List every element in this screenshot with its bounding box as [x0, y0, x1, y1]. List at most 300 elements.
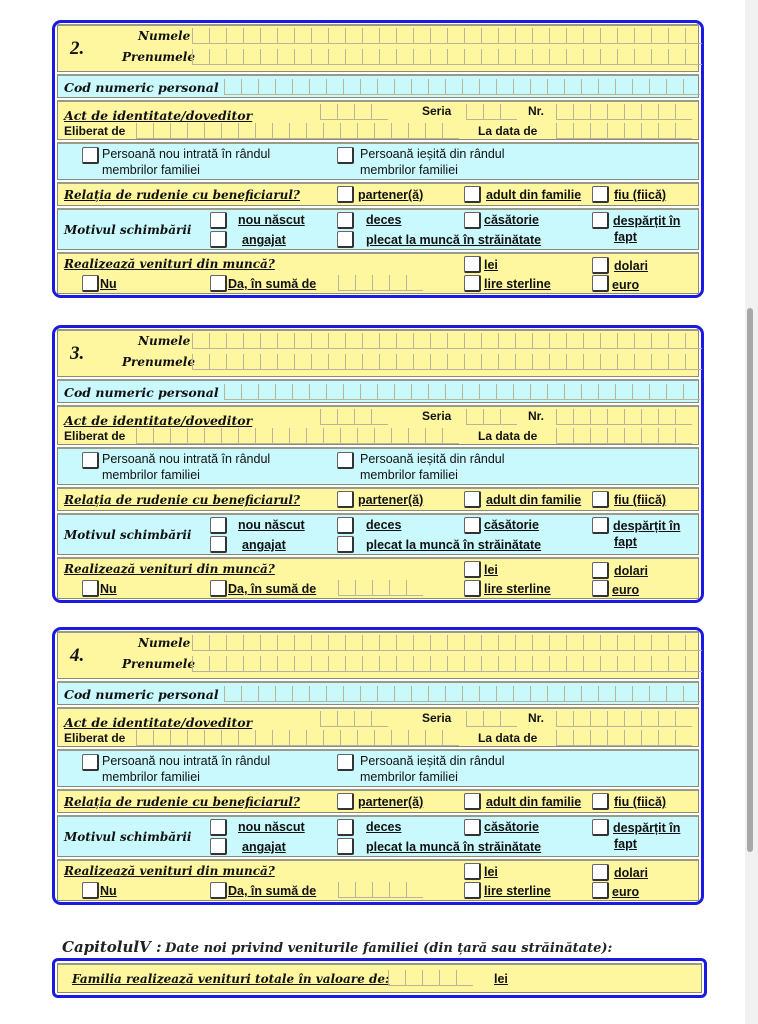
input-cell[interactable]: [294, 49, 311, 64]
plecat-label[interactable]: plecat la muncă în străinătate: [366, 233, 542, 247]
input-cell[interactable]: [357, 730, 374, 745]
input-cell[interactable]: [549, 354, 566, 369]
input-cell[interactable]: [685, 28, 702, 43]
input-cell[interactable]: [617, 635, 634, 650]
input-cell[interactable]: [515, 354, 532, 369]
input-cell[interactable]: [564, 384, 581, 399]
input-cell[interactable]: [311, 333, 328, 348]
cnp-input[interactable]: [224, 384, 700, 400]
input-cell[interactable]: [241, 79, 258, 94]
input-cell[interactable]: [651, 656, 668, 671]
input-cell[interactable]: [456, 970, 473, 985]
input-cell[interactable]: [675, 711, 692, 726]
input-cell[interactable]: [530, 686, 547, 701]
input-cell[interactable]: [515, 656, 532, 671]
input-cell[interactable]: [311, 49, 328, 64]
lei-checkbox[interactable]: [464, 863, 481, 880]
input-cell[interactable]: [204, 428, 221, 443]
input-cell[interactable]: [425, 428, 442, 443]
input-cell[interactable]: [209, 656, 226, 671]
input-cell[interactable]: [187, 730, 204, 745]
input-cell[interactable]: [226, 635, 243, 650]
input-cell[interactable]: [547, 384, 564, 399]
input-cell[interactable]: [590, 711, 607, 726]
input-cell[interactable]: [564, 686, 581, 701]
input-cell[interactable]: [666, 384, 683, 399]
input-cell[interactable]: [396, 28, 413, 43]
input-cell[interactable]: [243, 49, 260, 64]
input-cell[interactable]: [377, 686, 394, 701]
input-cell[interactable]: [641, 730, 658, 745]
cnp-input[interactable]: [224, 79, 700, 95]
input-cell[interactable]: [323, 123, 340, 138]
input-cell[interactable]: [634, 333, 651, 348]
input-cell[interactable]: [634, 635, 651, 650]
input-cell[interactable]: [328, 656, 345, 671]
input-cell[interactable]: [632, 686, 649, 701]
input-cell[interactable]: [549, 49, 566, 64]
input-cell[interactable]: [566, 49, 583, 64]
input-cell[interactable]: [377, 79, 394, 94]
despartit-checkbox[interactable]: [592, 212, 609, 229]
input-cell[interactable]: [668, 354, 685, 369]
input-cell[interactable]: [530, 384, 547, 399]
input-cell[interactable]: [355, 882, 372, 897]
input-cell[interactable]: [241, 384, 258, 399]
input-cell[interactable]: [462, 384, 479, 399]
input-cell[interactable]: [430, 49, 447, 64]
adult-label[interactable]: adult din familie: [486, 493, 582, 507]
input-cell[interactable]: [498, 333, 515, 348]
nu-checkbox[interactable]: [82, 882, 99, 899]
input-cell[interactable]: [425, 730, 442, 745]
input-cell[interactable]: [345, 635, 362, 650]
adult-checkbox[interactable]: [464, 186, 481, 203]
input-cell[interactable]: [641, 123, 658, 138]
input-cell[interactable]: [447, 49, 464, 64]
partener-checkbox[interactable]: [337, 491, 354, 508]
input-cell[interactable]: [337, 711, 354, 726]
input-cell[interactable]: [391, 428, 408, 443]
input-cell[interactable]: [224, 384, 241, 399]
casatorie-checkbox[interactable]: [464, 517, 481, 534]
input-cell[interactable]: [411, 79, 428, 94]
input-cell[interactable]: [292, 79, 309, 94]
partener-label[interactable]: partener(ă): [358, 188, 424, 202]
fiu-checkbox[interactable]: [592, 793, 609, 810]
input-cell[interactable]: [355, 580, 372, 595]
input-cell[interactable]: [658, 409, 675, 424]
dolari-label[interactable]: dolari: [614, 564, 649, 578]
input-cell[interactable]: [675, 104, 692, 119]
input-cell[interactable]: [345, 28, 362, 43]
nou-nascut-checkbox[interactable]: [210, 819, 227, 836]
input-cell[interactable]: [362, 354, 379, 369]
input-cell[interactable]: [513, 686, 530, 701]
input-cell[interactable]: [396, 656, 413, 671]
input-cell[interactable]: [462, 686, 479, 701]
euro-checkbox[interactable]: [592, 275, 609, 292]
angajat-label[interactable]: angajat: [242, 840, 286, 854]
input-cell[interactable]: [362, 333, 379, 348]
input-cell[interactable]: [442, 428, 459, 443]
input-cell[interactable]: [204, 123, 221, 138]
input-cell[interactable]: [413, 656, 430, 671]
input-cell[interactable]: [442, 730, 459, 745]
input-cell[interactable]: [566, 333, 583, 348]
input-cell[interactable]: [624, 711, 641, 726]
input-cell[interactable]: [260, 656, 277, 671]
input-cell[interactable]: [306, 428, 323, 443]
input-cell[interactable]: [192, 354, 209, 369]
input-cell[interactable]: [445, 79, 462, 94]
input-cell[interactable]: [651, 49, 668, 64]
despartit-label[interactable]: despărțit în: [613, 214, 681, 228]
input-cell[interactable]: [617, 28, 634, 43]
iesita-checkbox[interactable]: [337, 754, 354, 771]
input-cell[interactable]: [573, 428, 590, 443]
input-cell[interactable]: [260, 28, 277, 43]
input-cell[interactable]: [309, 686, 326, 701]
input-cell[interactable]: [556, 104, 573, 119]
input-cell[interactable]: [272, 428, 289, 443]
input-cell[interactable]: [396, 49, 413, 64]
da-label[interactable]: Da, în sumă de: [228, 884, 317, 898]
lire-checkbox[interactable]: [464, 882, 481, 899]
input-cell[interactable]: [583, 333, 600, 348]
lire-checkbox[interactable]: [464, 580, 481, 597]
input-cell[interactable]: [590, 428, 607, 443]
input-cell[interactable]: [500, 104, 517, 119]
input-cell[interactable]: [430, 656, 447, 671]
input-cell[interactable]: [632, 384, 649, 399]
input-cell[interactable]: [583, 635, 600, 650]
input-cell[interactable]: [617, 49, 634, 64]
input-cell[interactable]: [651, 354, 668, 369]
input-cell[interactable]: [532, 656, 549, 671]
input-cell[interactable]: [243, 28, 260, 43]
input-cell[interactable]: [498, 635, 515, 650]
input-cell[interactable]: [374, 428, 391, 443]
input-cell[interactable]: [406, 275, 423, 290]
input-cell[interactable]: [607, 104, 624, 119]
input-cell[interactable]: [496, 384, 513, 399]
fiu-checkbox[interactable]: [592, 491, 609, 508]
input-cell[interactable]: [466, 104, 483, 119]
nou-nascut-label[interactable]: nou născut: [238, 213, 305, 227]
input-cell[interactable]: [598, 384, 615, 399]
despartit-label[interactable]: despărțit în: [613, 519, 681, 533]
input-cell[interactable]: [649, 79, 666, 94]
input-cell[interactable]: [668, 656, 685, 671]
input-cell[interactable]: [406, 882, 423, 897]
nu-label[interactable]: Nu: [100, 582, 117, 596]
input-cell[interactable]: [547, 686, 564, 701]
input-cell[interactable]: [607, 711, 624, 726]
angajat-label[interactable]: angajat: [242, 233, 286, 247]
input-cell[interactable]: [354, 711, 371, 726]
input-cell[interactable]: [396, 333, 413, 348]
input-cell[interactable]: [277, 656, 294, 671]
input-cell[interactable]: [192, 49, 209, 64]
input-cell[interactable]: [277, 28, 294, 43]
input-cell[interactable]: [500, 409, 517, 424]
input-cell[interactable]: [464, 333, 481, 348]
input-cell[interactable]: [374, 123, 391, 138]
input-cell[interactable]: [581, 384, 598, 399]
input-cell[interactable]: [277, 333, 294, 348]
input-cell[interactable]: [498, 28, 515, 43]
input-cell[interactable]: [413, 49, 430, 64]
input-cell[interactable]: [464, 656, 481, 671]
euro-checkbox[interactable]: [592, 580, 609, 597]
input-cell[interactable]: [379, 28, 396, 43]
input-cell[interactable]: [666, 79, 683, 94]
deces-checkbox[interactable]: [337, 212, 354, 229]
input-cell[interactable]: [556, 428, 573, 443]
deces-checkbox[interactable]: [337, 517, 354, 534]
input-cell[interactable]: [328, 49, 345, 64]
input-cell[interactable]: [481, 656, 498, 671]
input-cell[interactable]: [549, 333, 566, 348]
input-cell[interactable]: [408, 123, 425, 138]
act-input[interactable]: [320, 711, 388, 727]
input-cell[interactable]: [430, 635, 447, 650]
input-cell[interactable]: [388, 970, 405, 985]
input-cell[interactable]: [320, 711, 337, 726]
intrata-checkbox[interactable]: [82, 147, 99, 164]
input-cell[interactable]: [192, 656, 209, 671]
input-cell[interactable]: [260, 49, 277, 64]
seria-input[interactable]: [466, 104, 517, 120]
input-cell[interactable]: [337, 409, 354, 424]
cnp-input[interactable]: [224, 686, 700, 702]
input-cell[interactable]: [372, 882, 389, 897]
angajat-checkbox[interactable]: [210, 536, 227, 553]
input-cell[interactable]: [641, 104, 658, 119]
input-cell[interactable]: [685, 656, 702, 671]
dolari-label[interactable]: dolari: [614, 259, 649, 273]
casatorie-label[interactable]: căsătorie: [484, 820, 539, 834]
input-cell[interactable]: [422, 970, 439, 985]
input-cell[interactable]: [515, 635, 532, 650]
input-cell[interactable]: [598, 79, 615, 94]
da-label[interactable]: Da, în sumă de: [228, 582, 317, 596]
adult-label[interactable]: adult din familie: [486, 188, 582, 202]
input-cell[interactable]: [340, 123, 357, 138]
input-cell[interactable]: [573, 123, 590, 138]
input-cell[interactable]: [675, 730, 692, 745]
input-cell[interactable]: [153, 428, 170, 443]
input-cell[interactable]: [583, 354, 600, 369]
input-cell[interactable]: [292, 384, 309, 399]
input-cell[interactable]: [345, 333, 362, 348]
input-cell[interactable]: [226, 49, 243, 64]
input-cell[interactable]: [379, 333, 396, 348]
input-cell[interactable]: [413, 354, 430, 369]
input-cell[interactable]: [260, 333, 277, 348]
input-cell[interactable]: [464, 354, 481, 369]
input-cell[interactable]: [634, 656, 651, 671]
input-cell[interactable]: [615, 686, 632, 701]
da-checkbox[interactable]: [210, 275, 227, 292]
fapt-label[interactable]: fapt: [614, 230, 637, 244]
numele-input[interactable]: [192, 635, 702, 651]
dolari-checkbox[interactable]: [592, 864, 609, 881]
nu-checkbox[interactable]: [82, 275, 99, 292]
plecat-label[interactable]: plecat la muncă în străinătate: [366, 840, 542, 854]
input-cell[interactable]: [566, 28, 583, 43]
input-cell[interactable]: [354, 409, 371, 424]
input-cell[interactable]: [328, 635, 345, 650]
input-cell[interactable]: [607, 428, 624, 443]
input-cell[interactable]: [549, 28, 566, 43]
input-cell[interactable]: [566, 635, 583, 650]
input-cell[interactable]: [406, 580, 423, 595]
input-cell[interactable]: [481, 635, 498, 650]
input-cell[interactable]: [624, 428, 641, 443]
fiu-label[interactable]: fiu (fiică): [614, 188, 667, 202]
euro-checkbox[interactable]: [592, 882, 609, 899]
input-cell[interactable]: [272, 123, 289, 138]
input-cell[interactable]: [192, 28, 209, 43]
input-cell[interactable]: [532, 49, 549, 64]
input-cell[interactable]: [430, 333, 447, 348]
input-cell[interactable]: [294, 656, 311, 671]
input-cell[interactable]: [360, 79, 377, 94]
input-cell[interactable]: [260, 635, 277, 650]
input-cell[interactable]: [362, 28, 379, 43]
input-cell[interactable]: [564, 79, 581, 94]
adult-label[interactable]: adult din familie: [486, 795, 582, 809]
input-cell[interactable]: [532, 333, 549, 348]
nu-checkbox[interactable]: [82, 580, 99, 597]
input-cell[interactable]: [379, 635, 396, 650]
input-cell[interactable]: [255, 730, 272, 745]
input-cell[interactable]: [277, 49, 294, 64]
input-cell[interactable]: [590, 123, 607, 138]
deces-checkbox[interactable]: [337, 819, 354, 836]
input-cell[interactable]: [309, 384, 326, 399]
eliberat-input[interactable]: [136, 730, 459, 746]
input-cell[interactable]: [209, 28, 226, 43]
input-cell[interactable]: [338, 275, 355, 290]
input-cell[interactable]: [532, 354, 549, 369]
input-cell[interactable]: [362, 656, 379, 671]
casatorie-checkbox[interactable]: [464, 212, 481, 229]
input-cell[interactable]: [617, 354, 634, 369]
input-cell[interactable]: [583, 49, 600, 64]
input-cell[interactable]: [379, 656, 396, 671]
input-cell[interactable]: [355, 275, 372, 290]
input-cell[interactable]: [209, 635, 226, 650]
despartit-checkbox[interactable]: [592, 517, 609, 534]
input-cell[interactable]: [260, 354, 277, 369]
input-cell[interactable]: [411, 384, 428, 399]
input-cell[interactable]: [481, 49, 498, 64]
input-cell[interactable]: [226, 28, 243, 43]
partener-label[interactable]: partener(ă): [358, 493, 424, 507]
act-input[interactable]: [320, 104, 388, 120]
da-checkbox[interactable]: [210, 882, 227, 899]
input-cell[interactable]: [651, 333, 668, 348]
input-cell[interactable]: [515, 28, 532, 43]
dolari-checkbox[interactable]: [592, 562, 609, 579]
input-cell[interactable]: [500, 711, 517, 726]
da-checkbox[interactable]: [210, 580, 227, 597]
input-cell[interactable]: [573, 711, 590, 726]
lire-checkbox[interactable]: [464, 275, 481, 292]
input-cell[interactable]: [685, 333, 702, 348]
input-cell[interactable]: [187, 428, 204, 443]
input-cell[interactable]: [624, 409, 641, 424]
input-cell[interactable]: [136, 123, 153, 138]
input-cell[interactable]: [320, 104, 337, 119]
input-cell[interactable]: [600, 49, 617, 64]
input-cell[interactable]: [481, 28, 498, 43]
input-cell[interactable]: [479, 384, 496, 399]
input-cell[interactable]: [340, 428, 357, 443]
input-cell[interactable]: [549, 635, 566, 650]
input-cell[interactable]: [275, 686, 292, 701]
input-cell[interactable]: [275, 79, 292, 94]
input-cell[interactable]: [566, 354, 583, 369]
input-cell[interactable]: [374, 730, 391, 745]
input-cell[interactable]: [221, 123, 238, 138]
input-cell[interactable]: [498, 354, 515, 369]
input-cell[interactable]: [573, 104, 590, 119]
input-cell[interactable]: [651, 635, 668, 650]
act-input[interactable]: [320, 409, 388, 425]
input-cell[interactable]: [445, 686, 462, 701]
plecat-checkbox[interactable]: [337, 838, 354, 855]
suma-input[interactable]: [338, 580, 423, 596]
input-cell[interactable]: [394, 384, 411, 399]
input-cell[interactable]: [170, 730, 187, 745]
input-cell[interactable]: [530, 79, 547, 94]
eliberat-input[interactable]: [136, 428, 459, 444]
input-cell[interactable]: [338, 882, 355, 897]
lire-label[interactable]: lire sterline: [484, 582, 551, 596]
input-cell[interactable]: [226, 333, 243, 348]
nou-nascut-label[interactable]: nou născut: [238, 820, 305, 834]
input-cell[interactable]: [590, 104, 607, 119]
input-cell[interactable]: [515, 49, 532, 64]
input-cell[interactable]: [658, 730, 675, 745]
input-cell[interactable]: [345, 49, 362, 64]
input-cell[interactable]: [649, 686, 666, 701]
input-cell[interactable]: [649, 384, 666, 399]
input-cell[interactable]: [428, 79, 445, 94]
input-cell[interactable]: [389, 275, 406, 290]
fiu-checkbox[interactable]: [592, 186, 609, 203]
input-cell[interactable]: [411, 686, 428, 701]
input-cell[interactable]: [209, 333, 226, 348]
input-cell[interactable]: [289, 730, 306, 745]
input-cell[interactable]: [583, 28, 600, 43]
input-cell[interactable]: [309, 79, 326, 94]
nou-nascut-checkbox[interactable]: [210, 212, 227, 229]
input-cell[interactable]: [391, 730, 408, 745]
input-cell[interactable]: [372, 580, 389, 595]
input-cell[interactable]: [294, 333, 311, 348]
input-cell[interactable]: [136, 428, 153, 443]
input-cell[interactable]: [658, 104, 675, 119]
input-cell[interactable]: [153, 730, 170, 745]
input-cell[interactable]: [445, 384, 462, 399]
input-cell[interactable]: [634, 28, 651, 43]
input-cell[interactable]: [498, 656, 515, 671]
